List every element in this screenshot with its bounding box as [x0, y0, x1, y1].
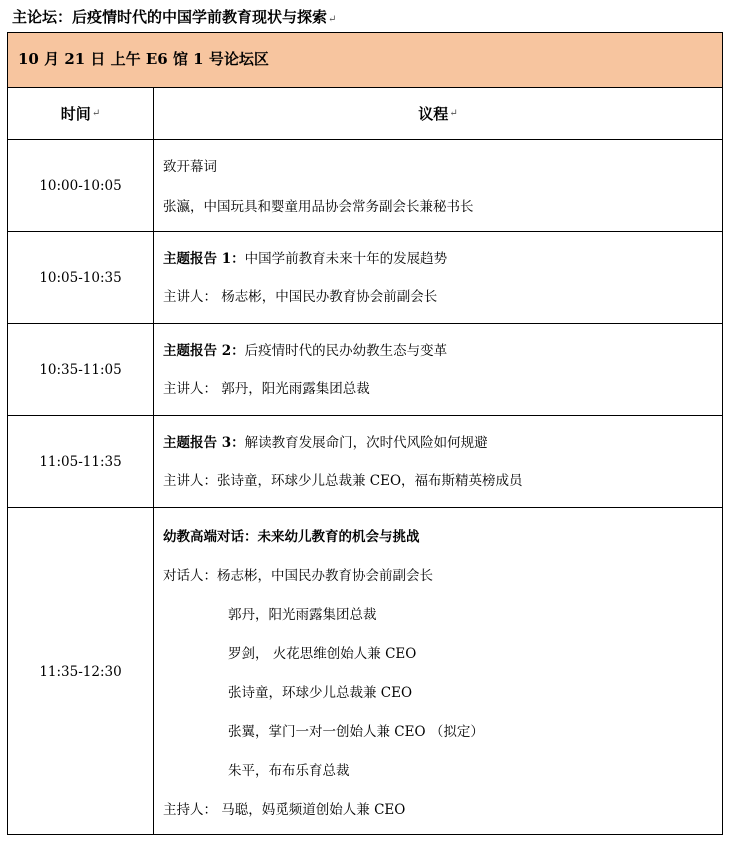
- row-agenda: [154, 232, 723, 323]
- row-time: 10:00-10:05: [8, 140, 154, 231]
- host-line: 主持人： 马聪，妈觅频道创始人兼 CEO: [163, 802, 406, 818]
- dialog-participant: 张翼，掌门一对一创始人兼 CEO （拟定）: [228, 724, 484, 740]
- agenda-table: [7, 32, 723, 835]
- row-agenda: [154, 140, 723, 231]
- table-row: [8, 508, 723, 835]
- dialog-participant: 罗剑， 火花思维创始人兼 CEO: [228, 646, 417, 662]
- dialog-participant: 朱平，布布乐育总裁: [228, 763, 350, 779]
- document-title: 主论坛：后疫情时代的中国学前教育现状与探索↵: [12, 8, 337, 26]
- session-banner-text: 10 月 21 日 上午 E6 馆 1 号论坛区: [18, 50, 269, 68]
- table-row: [8, 232, 723, 324]
- row-agenda: [154, 508, 723, 835]
- dialog-participant: 郭丹，阳光雨露集团总裁: [228, 607, 377, 623]
- row-agenda: [154, 324, 723, 415]
- session-banner: [8, 33, 723, 88]
- paragraph-mark-icon: ↵: [328, 14, 337, 25]
- header-agenda: 议程 ↵: [154, 88, 723, 139]
- speaker-line: 主讲人： 杨志彬，中国民办教育协会前副会长: [163, 289, 438, 305]
- row-time: 10:05-10:35: [8, 232, 154, 323]
- header-time: 时间 ↵: [8, 88, 154, 139]
- table-header-row: [8, 88, 723, 140]
- dialog-title: 幼教高端对话：未来幼儿教育的机会与挑战: [163, 529, 420, 545]
- agenda-line: 张瀛，中国玩具和婴童用品协会常务副会长兼秘书长: [163, 199, 474, 215]
- agenda-line: 致开幕词: [163, 159, 217, 175]
- dialog-participant: 对话人：杨志彬，中国民办教育协会前副会长: [163, 568, 433, 584]
- table-row: [8, 416, 723, 508]
- report-title: 主题报告 1：中国学前教育未来十年的发展趋势: [163, 251, 448, 267]
- table-row: [8, 140, 723, 232]
- row-agenda: [154, 416, 723, 507]
- table-row: [8, 324, 723, 416]
- dialog-participant: 张诗童，环球少儿总裁兼 CEO: [228, 685, 413, 701]
- row-time: 11:35-12:30: [8, 508, 154, 835]
- paragraph-mark-icon: ↵: [449, 108, 458, 119]
- speaker-line: 主讲人：张诗童，环球少儿总裁兼 CEO，福布斯精英榜成员: [163, 473, 523, 489]
- report-title: 主题报告 3：解读教育发展命门，次时代风险如何规避: [163, 435, 488, 451]
- paragraph-mark-icon: ↵: [91, 108, 101, 119]
- row-time: 10:35-11:05: [8, 324, 154, 415]
- speaker-line: 主讲人： 郭丹，阳光雨露集团总裁: [163, 381, 370, 397]
- row-time: 11:05-11:35: [8, 416, 154, 507]
- report-title: 主题报告 2：后疫情时代的民办幼教生态与变革: [163, 343, 448, 359]
